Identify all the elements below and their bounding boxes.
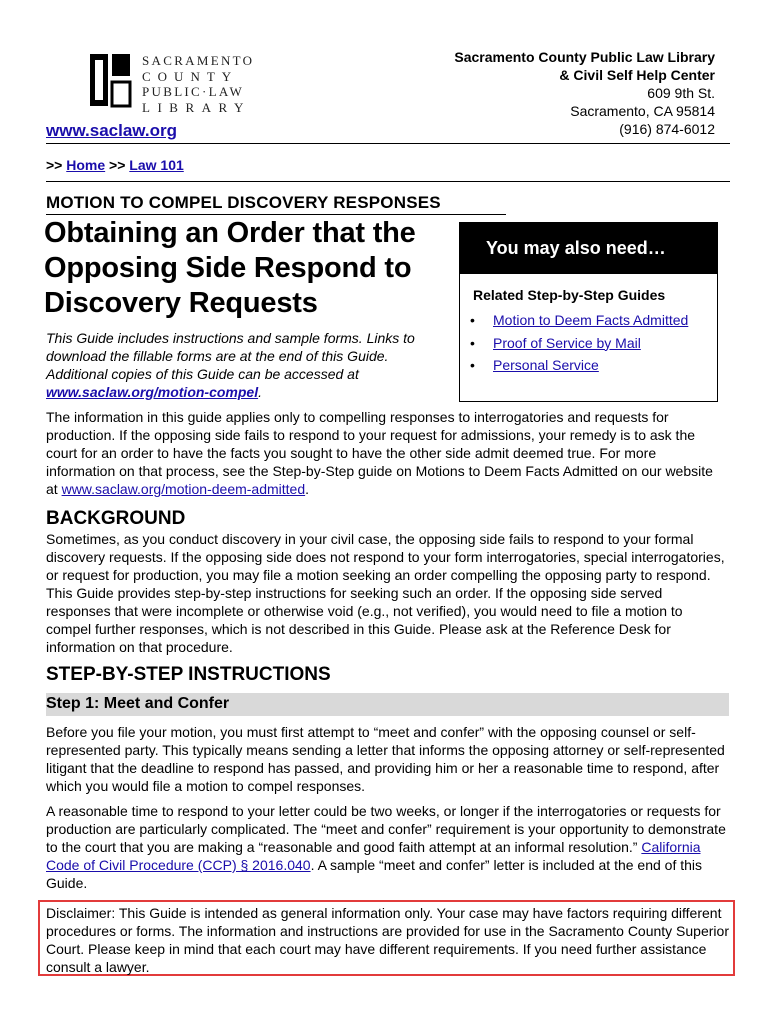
disclaimer-text: Disclaimer: This Guide is intended as general information only. Your case may have factors requiring different procedures or forms. The information and instructions are provided for use in the Sacramento County Superior Court. Please keep in mind that each court may have different requirements. If you need further assistance consult a lawyer.	[46, 905, 729, 975]
background-paragraph: Sometimes, as you conduct discovery in your civil case, the opposing side fails to respond to your formal discovery requests. If the opposing side does not respond to your form interrogatories, special interrogatories, or request for production, you may file a motion seeking an order compelling the opposing party to respond. This Guide provides step-by-step instructions for seeking such an order. If the opposing side served responses that were incomplete or otherwise void (e.g., not verified), you would need to file a motion to compel further responses, which is not described in this Guide. Please ask at the Reference Desk for information on that procedure.	[46, 531, 725, 655]
motion-compel-link[interactable]: www.saclaw.org/motion-compel	[46, 384, 259, 400]
website-link[interactable]: www.saclaw.org	[46, 121, 178, 140]
step1-paragraph-1: Before you file your motion, you must first attempt to “meet and confer” with the opposing counsel or self-represented party. This typically means sending a letter that informs the opposing attorney or self-represented litigant that the deadline to respond has passed, and providing him or her a reasonable time to respond, after which you would file a motion to compel responses.	[46, 724, 725, 794]
related-guide-link[interactable]: Personal Service	[493, 357, 599, 373]
info-end: .	[305, 481, 310, 497]
list-item	[470, 309, 688, 332]
background-heading: BACKGROUND	[46, 508, 186, 529]
related-guide-link[interactable]: Motion to Deem Facts Admitted	[493, 312, 689, 328]
header-divider	[46, 143, 730, 144]
motion-deem-admitted-link[interactable]: www.saclaw.org/motion-deem-admitted	[61, 481, 306, 497]
address-line: 609 9th St.	[647, 85, 715, 101]
kicker-underline	[46, 214, 506, 215]
intro-text	[46, 329, 446, 401]
logo-line: COUNTY	[142, 68, 239, 84]
breadcrumb-sep: >>	[109, 157, 126, 173]
address-line: & Civil Self Help Center	[559, 67, 715, 83]
step1-title: Step 1: Meet and Confer	[46, 695, 230, 712]
logo-line: SACRAMENTO	[142, 53, 255, 68]
intro-body: This Guide includes instructions and sample forms. Links to download the fillable forms are at the end of this Guide. Additional copies of this Guide can be accessed at	[46, 330, 415, 382]
library-logo-text	[142, 53, 254, 115]
library-address	[454, 48, 715, 138]
address-line: Sacramento County Public Law Library	[454, 49, 715, 65]
step1-paragraph-2	[46, 802, 728, 892]
steps-heading: STEP-BY-STEP INSTRUCTIONS	[46, 664, 331, 685]
intro-end: .	[258, 384, 262, 400]
guide-kicker: MOTION TO COMPEL DISCOVERY RESPONSES	[46, 193, 441, 212]
page-title: Obtaining an Order that the Opposing Side Respond to Discovery Requests	[44, 217, 416, 319]
logo-line: PUBLIC·LAW	[142, 84, 245, 99]
related-guides-list	[470, 309, 688, 377]
list-item	[470, 354, 688, 377]
address-line: Sacramento, CA 95814	[570, 103, 715, 119]
para2-end: . A sample “meet and confer” letter is included at the end of this Guide.	[46, 857, 703, 891]
breadcrumb	[46, 157, 184, 173]
bullet: •	[470, 312, 475, 328]
breadcrumb-divider	[46, 181, 730, 182]
para2-body: A reasonable time to respond to your letter could be two weeks, or longer if the interrogatories or requests for production are particularly complicated. The “meet and confer” requirement is your opportunity to demonstrate to the court that you are making a “reasonable and good faith attempt at an informal resolution.”	[46, 803, 726, 855]
ccp-2016-040-link[interactable]: California Code of Civil Procedure (CCP) § 2016.040	[46, 839, 701, 873]
breadcrumb-law101-link[interactable]: Law 101	[129, 157, 184, 173]
list-item	[470, 332, 688, 355]
sidebar-subheading: Related Step-by-Step Guides	[473, 287, 666, 303]
related-guide-link[interactable]: Proof of Service by Mail	[493, 334, 641, 351]
breadcrumb-home-link[interactable]: Home	[66, 157, 106, 173]
bullet: •	[470, 334, 475, 351]
address-line: (916) 874-6012	[619, 121, 715, 137]
library-logo-mark	[88, 52, 132, 108]
sidebar-heading: You may also need…	[459, 222, 718, 274]
logo-line: LIBRARY	[142, 99, 251, 115]
bullet: •	[470, 357, 475, 373]
breadcrumb-sep: >>	[46, 157, 63, 173]
info-paragraph	[46, 408, 728, 498]
info-body: The information in this guide applies only to compelling responses to interrogatories and requests for production. If the opposing side fails to respond to your request for admissions, your remedy is to ask the court for an order to have the facts you sought to have the other side admit deemed true. For more information on that process, see the Step-by-Step guide on Motions to Deem Facts Admitted on our website at	[46, 409, 713, 497]
